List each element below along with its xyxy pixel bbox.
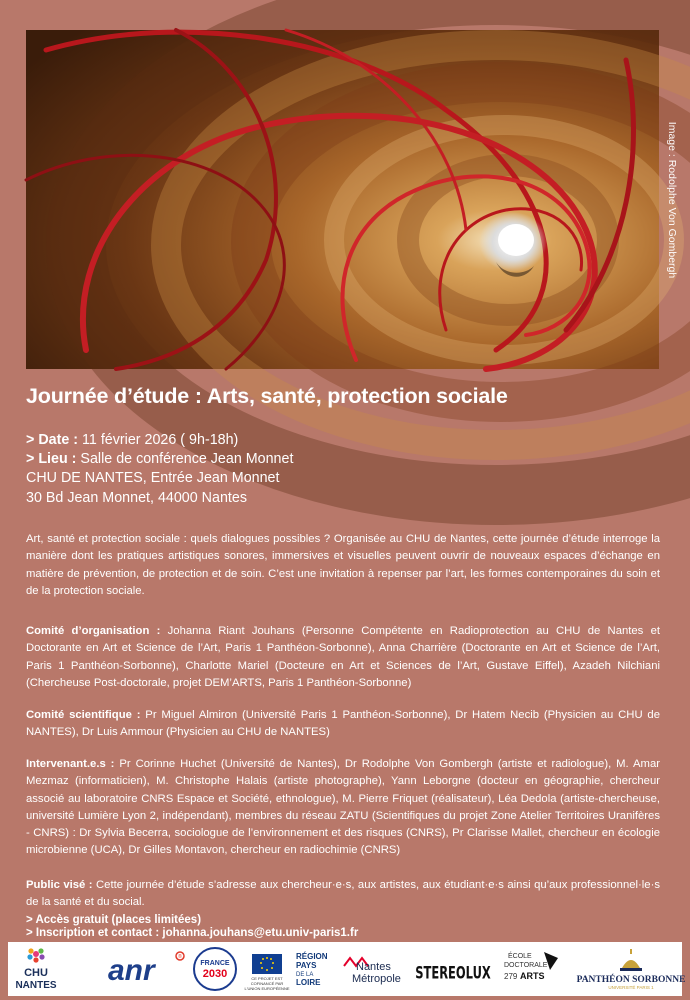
pantheon-dome-icon (620, 949, 642, 971)
access-contact (26, 914, 666, 939)
contact-line (26, 927, 666, 940)
stereolux-logo (415, 942, 491, 996)
pantheon-sorbonne-logo (576, 942, 686, 996)
public-vise-text: Cette journée d’étude s’adresse aux chercheur·e·s, aux artistes, aux étudiant·e·s ainsi qu’aux professionnel·le·s de la santé et du social. (26, 879, 660, 909)
comite-scientifique-label: Comité scientifique : (26, 709, 141, 721)
region-line3: DE LA (296, 972, 314, 978)
flower-icon (27, 948, 44, 962)
intervenants-label: Intervenant.e.s : (26, 758, 115, 770)
svg-text:®: ® (178, 954, 182, 960)
comite-organisation-text: Johanna Riant Jouhans (Personne Compétente en Radioprotection au CHU de Nantes et Doctorante en Art et Science de l’Art, Paris 1 Panthéon-Sorbonne), Anna Charrière (Doctorante en Art et Science de l’Art, Paris 1 Panthéon-Sorbonne), Charlotte Mariel (Docteure en Art et Sciences de l’Art, Gustave Eiffel), Azadeh Nilchiani (Chercheuse Post-doctorale, projet DEM’ARTS, Paris 1 Panthéon-Sorbonne) (26, 625, 661, 689)
intervenants (26, 756, 660, 860)
chu-line1: CHU (24, 967, 48, 979)
image-credit: Image : Rodolphe Von Gombergh (666, 121, 678, 279)
chu-line2: NANTES (15, 980, 57, 991)
france2030-line1: FRANCE (200, 960, 230, 967)
page-title: Journée d’étude : Arts, santé, protection sociale (26, 384, 508, 408)
pantheon-line1: PANTHÉON SORBONNE (576, 975, 686, 985)
address-line-2: 30 Bd Jean Monnet, 44000 Nantes (26, 489, 247, 506)
eu-logo (244, 942, 290, 996)
intro-paragraph: Art, santé et protection sociale : quels dialogues possibles ? Organisée au CHU de Nantes, cette journée d’étude interroge la manière dont les pratiques artistiques sonores, immersives et visuelles peuvent ouvrir de nouveaux espaces d’échange en matière de prévention, de protection et de soin. C’est une invitation à repenser par l’art, les formes contemporaines du soin et de la protection sociale. (26, 533, 660, 597)
intervenants-text: Pr Corinne Huchet (Université de Nantes), Dr Rodolphe Von Gombergh (artiste et radiologue), M. Amar Mezmaz (informaticien), M. Christophe Halais (artiste photographe), Yann Leborgne (docteur en géographie, chercheur associé au laboratoire CNRS Espace et Société, ethnologue), M. Pierre Friquet (réalisateur), Léa Dedola (artiste-chercheuse, université Lumière Lyon 2, indépendant), membres du réseau ZATU (Scientifiques du projet Zone Atelier Territoires Uranifères - CNRS) : Dr Sylvia Becerra, sociologue de l’environnement et des risques (CNRS), Pr Clarisse Mallet, chercheur en écologie microbienne (UCA), Dr Gilles Montavon, chercheur en radiochimie (CNRS) (26, 758, 660, 857)
cover-image (26, 30, 659, 369)
public-vise (26, 877, 660, 912)
contact-email[interactable]: johanna.jouhans@etu.univ-paris1.fr (159, 926, 359, 939)
ecole-line2: DOCTORALE (504, 962, 548, 969)
date-line (26, 431, 666, 450)
chu-nantes-logo (14, 942, 58, 996)
anr-text: anr (108, 954, 155, 987)
stereolux-text: STEREOLUX (415, 963, 491, 984)
comite-scientifique (26, 707, 660, 742)
comite-organisation-label: Comité d’organisation : (26, 625, 161, 637)
lieu-line (26, 450, 666, 469)
region-line1: RÉGION (296, 952, 328, 961)
nantes-line2: Métropole (352, 973, 401, 985)
acces-line: > Accès gratuit (places limitées) (26, 914, 202, 926)
public-vise-label: Public visé : (26, 879, 93, 891)
region-line2: PAYS (296, 961, 317, 970)
address-line-1: CHU DE NANTES, Entrée Jean Monnet (26, 470, 280, 487)
region-line4: LOIRE (296, 978, 321, 987)
anr-logo (106, 942, 188, 996)
lieu-label: > Lieu : (26, 451, 77, 468)
eu-caption: CE PROJET EST COFINANCÉ PAR L'UNION EUROPÉENNE (244, 976, 290, 991)
nantes-line1: Nantes (356, 961, 391, 973)
contact-label: > Inscription et contact : (26, 926, 160, 939)
comite-scientifique-text: Pr Miguel Almiron (Université Paris 1 Panthéon-Sorbonne), Dr Hatem Necib (Physicien au CHU de NANTES), Dr Luis Ammour (Physicien au CHU de NANTES) (26, 709, 660, 739)
ecole-doctorale-logo (500, 942, 566, 996)
ecole-line1: ÉCOLE (508, 953, 532, 960)
france-2030-logo (190, 942, 240, 996)
abstract-tunnel-illustration (26, 30, 659, 369)
region-pays-de-la-loire-logo (292, 942, 336, 996)
lieu-value: Salle de conférence Jean Monnet (76, 451, 294, 468)
partner-logos (8, 942, 686, 996)
date-label: > Date : (26, 432, 79, 448)
ecole-arts: ARTS (520, 971, 545, 981)
ecole-num: 279 (504, 972, 518, 981)
france2030-line2: 2030 (202, 968, 228, 980)
comite-organisation (26, 623, 660, 692)
nantes-metropole-logo (342, 942, 414, 996)
date-value: 11 février 2026 ( 9h-18h) (78, 432, 239, 448)
pantheon-line2: UNIVERSITÉ PARIS 1 (608, 985, 654, 990)
event-info (26, 431, 666, 508)
